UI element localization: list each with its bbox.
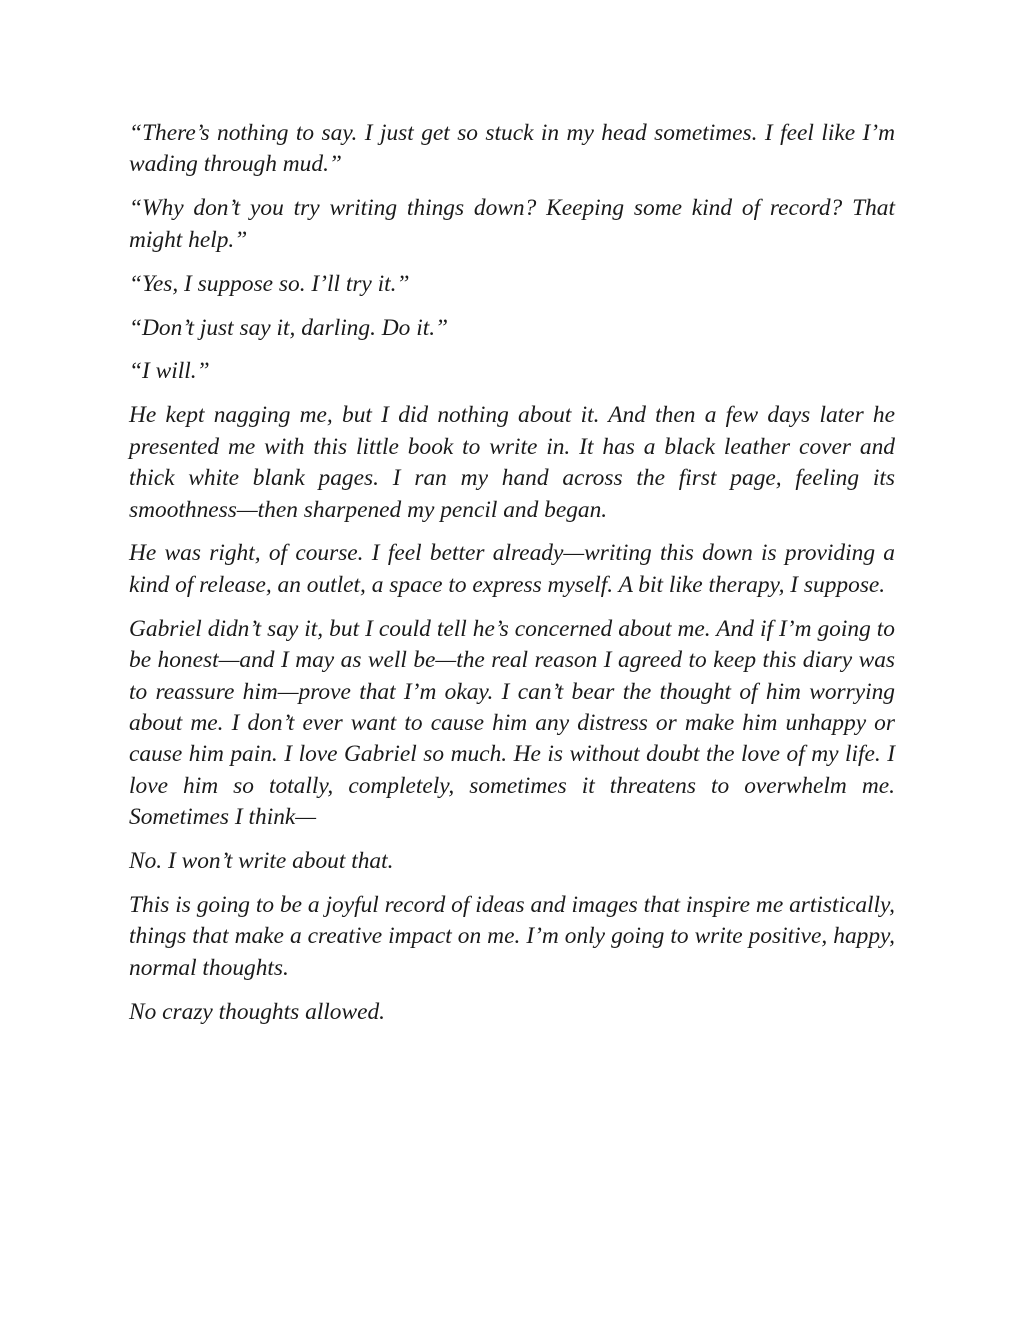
paragraph-11: No crazy thoughts allowed. (129, 998, 385, 1025)
paragraph-7: He was right, of course. I feel better already—writing this down is providing a kind of release, an outlet, a space to express myself. A bit like therapy, I suppose. (129, 540, 895, 598)
paragraph-1: “There’s nothing to say. I just get so stuck in my head sometimes. I feel like I’m wading through mud.” (129, 120, 895, 178)
paragraph-5: “I will.” (129, 358, 210, 385)
paragraph-6: He kept nagging me, but I did nothing about it. And then a few days later he presented me with this little book to write in. It has a black leather cover and thick white blank pages. I ran my hand across the first page, feeling its smoothness—then sharpened my pencil and began. (129, 402, 895, 523)
paragraph-10: This is going to be a joyful record of ideas and images that inspire me artistically, things that make a creative impact on me. I’m only going to write positive, happy, normal thoughts. (129, 892, 895, 981)
document-page (129, 118, 895, 1041)
paragraph-8: Gabriel didn’t say it, but I could tell he’s concerned about me. And if I’m going to be honest—and I may as well be—the real reason I agreed to keep this diary was to reassure him—prove that I’m okay. I can’t bear the thought of him worrying about me. I don’t ever want to cause him any distress or make him unhappy or cause him pain. I love Gabriel so much. He is without doubt the love of my life. I love him so totally, completely, sometimes it threatens to overwhelm me. Sometimes I think— (129, 615, 895, 831)
paragraph-2: “Why don’t you try writing things down? Keeping some kind of record? That might help.” (129, 195, 895, 253)
paragraph-9: No. I won’t write about that. (129, 848, 394, 875)
paragraph-3: “Yes, I suppose so. I’ll try it.” (129, 270, 410, 297)
paragraph-4: “Don’t just say it, darling. Do it.” (129, 314, 449, 341)
